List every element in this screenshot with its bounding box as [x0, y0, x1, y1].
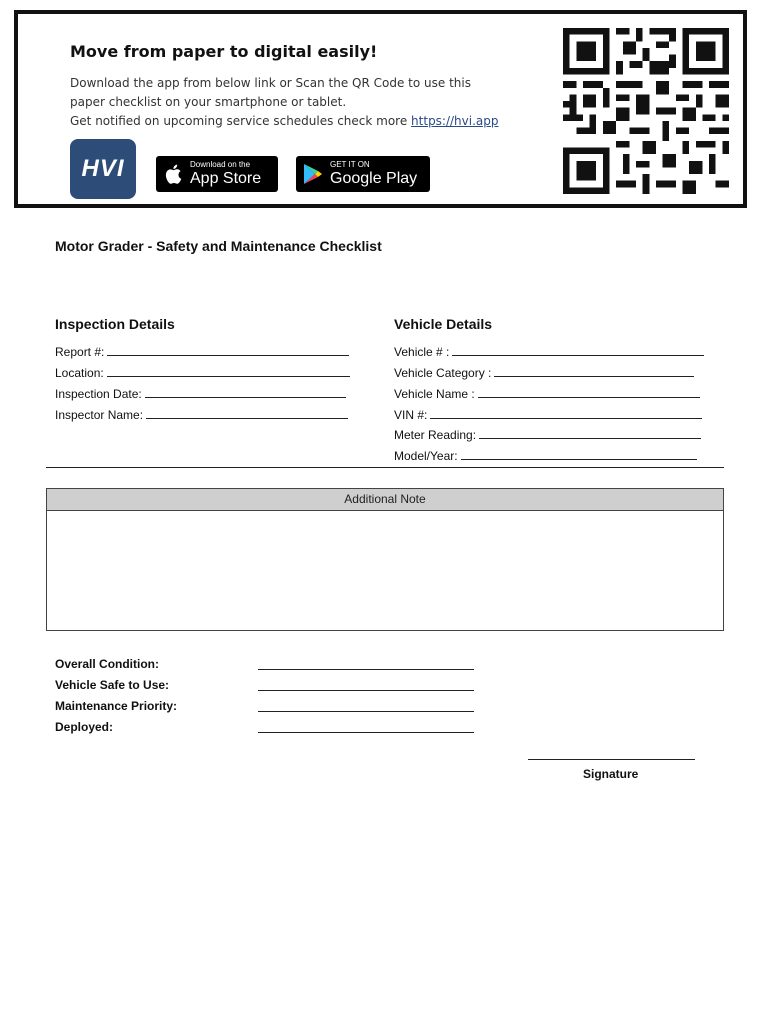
- vehicle-number-label: Vehicle # :: [394, 345, 450, 359]
- vehicle-safe-label: Vehicle Safe to Use:: [55, 678, 170, 692]
- banner-text-line-3: [70, 114, 499, 128]
- model-year-label: Model/Year:: [394, 449, 458, 463]
- app-store-button[interactable]: [156, 156, 278, 192]
- meter-reading-line[interactable]: [479, 427, 701, 439]
- inspection-date-field[interactable]: [55, 386, 346, 401]
- model-year-field[interactable]: [394, 448, 697, 463]
- google-play-icon: [302, 162, 324, 186]
- banner-text-line-3-text: Get notified on upcoming service schedules check more: [70, 114, 408, 128]
- hvi-app-link[interactable]: https://hvi.app: [411, 114, 499, 128]
- signature-label: Signature: [583, 767, 639, 781]
- inspector-name-label: Inspector Name:: [55, 408, 144, 422]
- location-line[interactable]: [107, 365, 350, 377]
- location-label: Location:: [55, 366, 104, 380]
- vehicle-category-line[interactable]: [494, 365, 694, 377]
- vin-line[interactable]: [430, 407, 702, 419]
- report-number-label: Report #:: [55, 345, 105, 359]
- inspection-date-label: Inspection Date:: [55, 387, 142, 401]
- app-promo-banner: [14, 10, 747, 208]
- vehicle-name-line[interactable]: [478, 386, 700, 398]
- app-store-small-text: Download on the: [190, 160, 251, 169]
- app-store-label: App Store: [190, 170, 262, 187]
- deployed-line[interactable]: [258, 732, 474, 733]
- google-play-button[interactable]: [296, 156, 430, 192]
- inspector-name-line[interactable]: [146, 407, 348, 419]
- overall-condition-label: Overall Condition:: [55, 657, 160, 671]
- vehicle-number-line[interactable]: [452, 344, 704, 356]
- inspection-date-line[interactable]: [145, 386, 346, 398]
- banner-text-line-2: paper checklist on your smartphone or tablet.: [70, 95, 347, 109]
- vehicle-name-label: Vehicle Name :: [394, 387, 475, 401]
- signature-line[interactable]: [528, 759, 695, 760]
- vehicle-details-heading: Vehicle Details: [394, 316, 493, 332]
- inspection-details-heading: Inspection Details: [55, 316, 175, 332]
- vehicle-name-field[interactable]: [394, 386, 700, 401]
- google-play-label: Google Play: [330, 170, 418, 187]
- vehicle-safe-line[interactable]: [258, 690, 474, 691]
- location-field[interactable]: [55, 365, 350, 380]
- banner-text-line-1: Download the app from below link or Scan the QR Code to use this: [70, 76, 471, 90]
- maintenance-priority-label: Maintenance Priority:: [55, 699, 178, 713]
- additional-note-header: Additional Note: [47, 489, 723, 511]
- vin-field[interactable]: [394, 407, 702, 422]
- overall-condition-line[interactable]: [258, 669, 474, 670]
- meter-reading-field[interactable]: [394, 427, 701, 442]
- section-divider: [46, 467, 724, 468]
- deployed-label: Deployed:: [55, 720, 114, 734]
- maintenance-priority-line[interactable]: [258, 711, 474, 712]
- banner-title: Move from paper to digital easily!: [70, 42, 378, 61]
- vin-label: VIN #:: [394, 408, 428, 422]
- checklist-title: Motor Grader - Safety and Maintenance Checklist: [55, 238, 382, 254]
- vehicle-category-field[interactable]: [394, 365, 694, 380]
- additional-note-box[interactable]: [46, 488, 724, 631]
- apple-icon: [162, 162, 184, 186]
- vehicle-category-label: Vehicle Category :: [394, 366, 492, 380]
- report-number-line[interactable]: [107, 344, 349, 356]
- vehicle-number-field[interactable]: [394, 344, 704, 359]
- hvi-logo[interactable]: HVI: [70, 139, 136, 199]
- report-number-field[interactable]: [55, 344, 349, 359]
- model-year-line[interactable]: [461, 448, 697, 460]
- qr-code: [558, 28, 734, 194]
- meter-reading-label: Meter Reading:: [394, 428, 477, 442]
- google-play-small-text: GET IT ON: [330, 160, 370, 169]
- inspector-name-field[interactable]: [55, 407, 348, 422]
